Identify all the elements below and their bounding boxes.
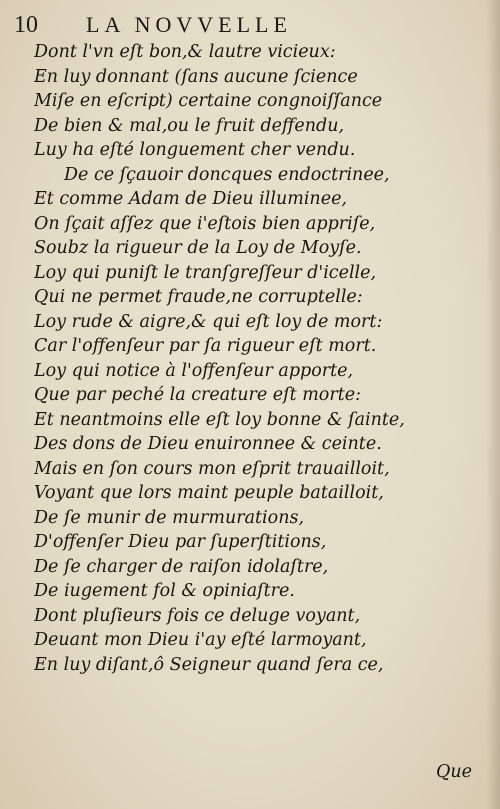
verse-line: Loy rude & aigre,& qui eſt loy de mort: [34, 311, 383, 332]
verse-line: En luy donnant (ſans aucune ſcience [34, 66, 358, 87]
verse-line: Des dons de Dieu enuironnee & ceinte. [34, 434, 382, 454]
verse-line: De ſe munir de murmurations, [34, 507, 305, 528]
verse-line: De iugement fol & opiniaſtre. [34, 581, 295, 601]
running-head: LA NOVVELLE [86, 12, 292, 37]
verse-line: Et neantmoins elle eſt loy bonne & ſainte, [34, 409, 405, 430]
page-edge-shadow [486, 0, 500, 809]
verse-line: Voyant que lors maint peuple batailloit, [34, 483, 384, 503]
verse-line: Loy qui puniſt le tranſgreſſeur d'icelle, [34, 262, 377, 283]
verse-line: Miſe en eſcript) certaine congnoiſſance [34, 91, 383, 111]
catchword: Que [436, 762, 472, 782]
verse-line: Mais en ſon cours mon eſprit trauailloit, [34, 458, 390, 479]
verse-line: Luy ha eſté longuement cher vendu. [34, 140, 356, 160]
page-number: 10 [14, 12, 38, 38]
verse-line: Qui ne permet fraude,ne corruptelle: [34, 287, 363, 307]
verse-line: Dont pluſieurs fois ce deluge voyant, [34, 605, 361, 626]
verse-line: Loy qui notice à l'offenſeur apporte, [34, 360, 354, 381]
verse-line: Et comme Adam de Dieu illuminee, [34, 189, 347, 209]
verse-line: Dont l'vn eſt bon,& lautre vicieux: [34, 42, 336, 62]
verse-line: De ſe charger de raiſon idolaſtre, [34, 556, 329, 577]
verse-line: D'offenſer Dieu par ſuperſtitions, [34, 532, 327, 552]
verse-line: Deuant mon Dieu i'ay eſté larmoyant, [34, 630, 367, 650]
page-header [14, 10, 484, 40]
verse-line: En luy diſant,ô Seigneur quand ſera ce, [34, 654, 384, 675]
verse-line: Que par peché la creature eſt morte: [34, 385, 361, 405]
verse-line: On ſçait aſſez que i'eſtois bien appriſe, [34, 213, 376, 234]
verse-line: Soubz la rigueur de la Loy de Moyſe. [34, 238, 362, 258]
verse-line: De ce ſçauoir doncques endoctrinee, [64, 164, 390, 185]
poem-text-block [34, 40, 482, 677]
verse-line: Car l'offenſeur par ſa rigueur eſt mort. [34, 336, 377, 356]
verse-line: De bien & mal,ou le fruit deffendu, [34, 115, 345, 136]
